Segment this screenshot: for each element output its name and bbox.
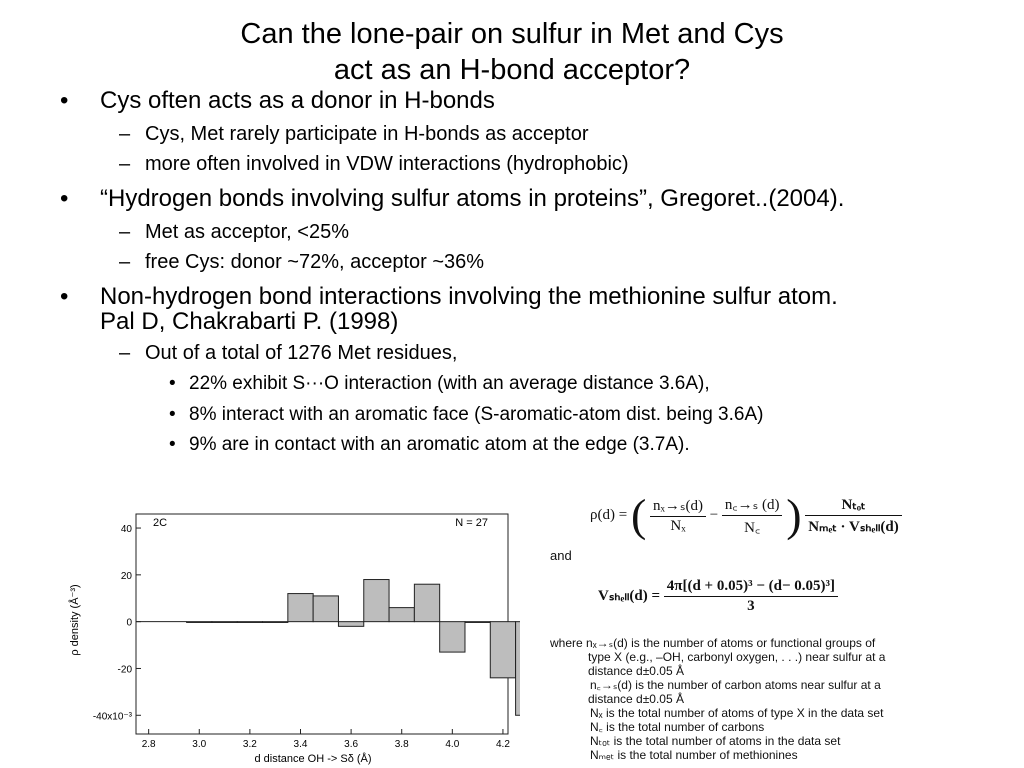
bullet-text: free Cys: donor ~72%, acceptor ~36%	[145, 251, 485, 273]
rho-equation	[590, 489, 902, 541]
vshell-equation	[598, 578, 838, 615]
open-paren: (	[630, 489, 647, 541]
fraction-c-denominator: N꜀	[744, 520, 761, 536]
definition-line: Nₘₑₜ is the total number of methionines	[590, 748, 798, 762]
bullet-text: Cys, Met rarely participate in H-bonds as acceptor	[145, 123, 589, 145]
y-tick-label: 0	[126, 617, 132, 629]
bullet-text: “Hydrogen bonds involving sulfur atoms in proteins”, Gregoret..(2004).	[100, 185, 845, 212]
chart-bar	[263, 622, 288, 623]
chart-bar	[414, 584, 439, 621]
x-tick-label: 4.2	[495, 739, 510, 750]
x-tick-label: 4.0	[445, 739, 460, 750]
bullet-item	[119, 342, 458, 364]
bullet-text: 9% are in contact with an aromatic atom at the edge (3.7A).	[189, 434, 690, 455]
rho-lhs: ρ(d) =	[590, 506, 628, 523]
chart-bar	[237, 622, 262, 623]
chart-bar	[465, 622, 490, 623]
chart-bar	[516, 622, 520, 716]
y-tick-label: -20	[117, 664, 132, 676]
definition-line: Nₓ is the total number of atoms of type X in the data set	[590, 706, 884, 720]
fraction-x	[650, 496, 706, 535]
density-bar-chart	[50, 492, 520, 768]
bullet-text: 8% interact with an aromatic face (S-aromatic-atom dist. being 3.6A)	[189, 404, 764, 425]
x-tick-label: 2.8	[141, 739, 156, 750]
bullet-marker: –	[119, 221, 131, 243]
x-tick-label: 3.0	[192, 739, 207, 750]
vshell-numerator: 4π[(d + 0.05)³ − (d− 0.05)³]	[664, 578, 838, 597]
bullet-item	[119, 221, 350, 243]
x-tick-label: 3.2	[242, 739, 257, 750]
definition-line: n꜀→ₛ(d) is the number of carbon atoms near sulfur at a	[590, 678, 881, 692]
chart-bar	[389, 608, 414, 622]
vshell-lhs: Vₛₕₑₗₗ(d) =	[598, 587, 660, 604]
chart-bars	[187, 580, 520, 716]
bullet-marker: –	[119, 251, 131, 273]
y-tick-label: 20	[120, 570, 132, 582]
fraction-tot-denominator: Nₘₑₜ · Vₛₕₑₗₗ(d)	[808, 519, 899, 535]
bullet-item	[119, 123, 589, 145]
chart-svg	[50, 492, 520, 768]
vshell-denominator: 3	[747, 598, 755, 614]
chart-x-axis-label: d distance OH -> Sδ (Å)	[254, 753, 372, 765]
bullet-marker: –	[119, 123, 131, 145]
bullet-item	[119, 153, 629, 175]
bullet-item	[169, 404, 764, 426]
bullet-marker: –	[119, 342, 131, 364]
definition-line: type X (e.g., –OH, carbonyl oxygen, . . .) near sulfur at a	[588, 650, 886, 664]
y-tick-label: 40	[120, 524, 132, 536]
fraction-tot	[805, 495, 901, 536]
bullet-text: Met as acceptor, <25%	[145, 221, 350, 243]
bullet-marker: –	[119, 153, 131, 175]
definition-line: where nₓ→ₛ(d) is the number of atoms or functional groups of	[550, 636, 876, 650]
fraction-x-numerator: nₓ→ₛ(d)	[650, 496, 706, 517]
variable-definitions	[550, 636, 885, 762]
chart-bar	[338, 622, 363, 627]
fraction-tot-numerator: Nₜₒₜ	[805, 495, 901, 516]
density-formula-block	[540, 490, 1024, 768]
chart-bar	[212, 622, 237, 623]
bullet-text: Pal D, Chakrabarti P. (1998)	[100, 308, 399, 335]
bullet-item	[119, 251, 485, 273]
and-text: and	[550, 548, 572, 563]
definition-line: distance d±0.05 Å	[588, 692, 684, 706]
close-paren: )	[786, 489, 802, 541]
x-tick-label: 3.8	[394, 739, 409, 750]
chart-bar	[288, 594, 313, 622]
bullet-marker: •	[60, 185, 69, 212]
bullet-marker: •	[169, 434, 176, 455]
vshell-fraction	[664, 578, 838, 615]
definition-line: distance d±0.05 Å	[588, 664, 684, 678]
chart-bar	[440, 622, 465, 652]
bullet-item	[169, 434, 690, 456]
bullet-text: Non-hydrogen bond interactions involving the methionine sulfur atom.	[100, 283, 838, 310]
x-tick-label: 3.4	[293, 739, 308, 750]
chart-bar	[313, 596, 338, 622]
bullet-item	[60, 185, 845, 212]
bullet-marker: •	[60, 283, 69, 310]
bullet-item	[60, 283, 838, 310]
bullet-text: more often involved in VDW interactions (hydrophobic)	[145, 153, 629, 175]
bullet-item-continuation	[100, 309, 398, 334]
chart-panel-label: 2C	[153, 517, 168, 529]
bullet-text: Cys often acts as a donor in H-bonds	[100, 87, 495, 114]
bullet-marker: •	[169, 404, 176, 425]
slide-title	[0, 16, 1024, 88]
slide-title-line-1: Can the lone-pair on sulfur in Met and Cys	[240, 18, 784, 50]
x-tick-label: 3.6	[344, 739, 359, 750]
chart-annotation: N = 27	[455, 517, 488, 529]
fraction-c	[722, 494, 783, 537]
definition-line: N꜀ is the total number of carbons	[590, 720, 765, 734]
bullet-marker: •	[169, 373, 176, 394]
y-tick-label: -40x10⁻³	[92, 711, 132, 723]
bullet-marker: •	[60, 87, 69, 114]
chart-bar	[490, 622, 515, 678]
bullet-text: Out of a total of 1276 Met residues,	[145, 342, 458, 364]
chart-y-axis-label: ρ density (Å⁻³)	[69, 584, 81, 656]
bullet-item	[169, 373, 710, 395]
fraction-c-numerator: n꜀→ₛ (d)	[722, 494, 783, 516]
bullet-text: 22% exhibit S···O interaction (with an average distance 3.6A),	[189, 373, 710, 394]
slide-title-line-2: act as an H-bond acceptor?	[333, 54, 691, 86]
chart-bar	[187, 622, 212, 623]
chart-bar	[364, 580, 389, 622]
definition-line: Nₜₒₜ is the total number of atoms in the data set	[590, 734, 841, 748]
fraction-x-denominator: Nₓ	[670, 518, 686, 534]
minus-sign: −	[709, 506, 719, 523]
bullet-item	[60, 87, 495, 114]
